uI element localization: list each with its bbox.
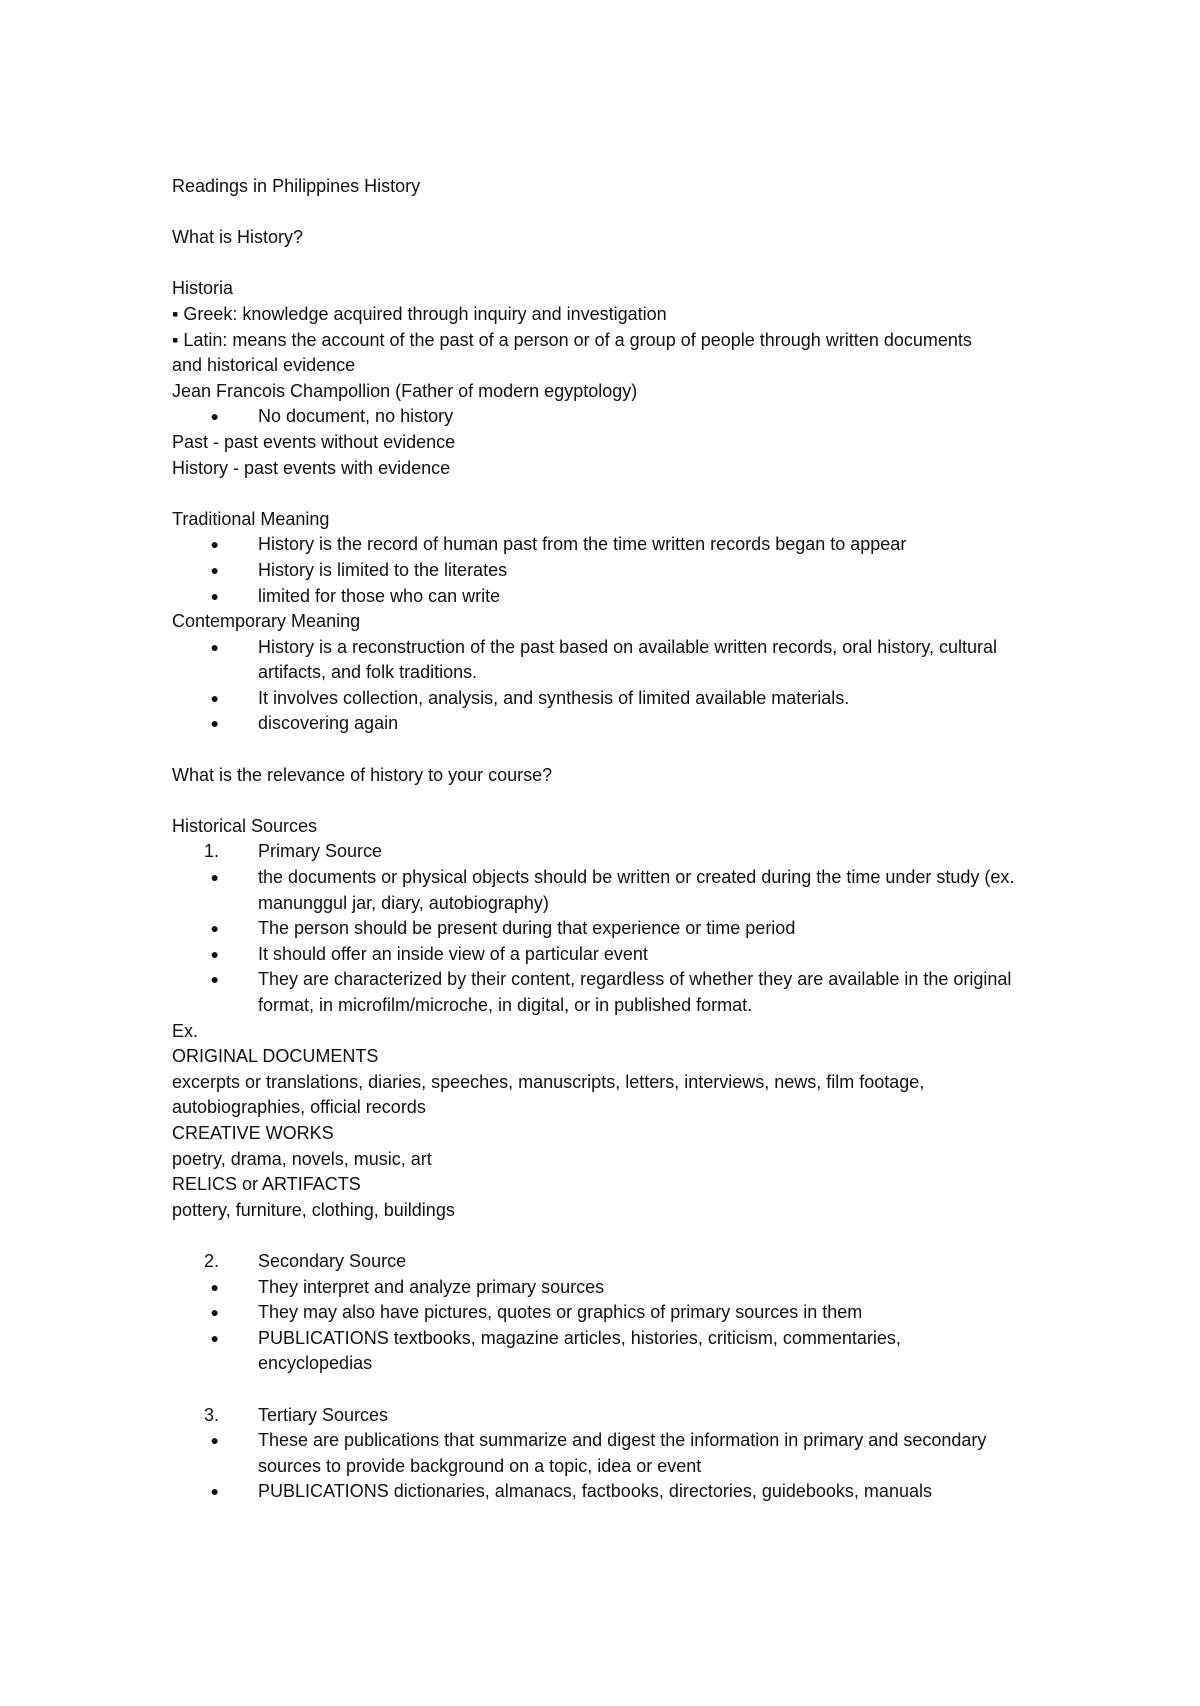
bullet-icon: ● — [210, 945, 219, 962]
bullet-icon: ● — [210, 869, 219, 886]
list-item-text: Secondary Source — [258, 1250, 407, 1271]
list-item-text: Tertiary Sources — [258, 1404, 389, 1425]
bullet-icon: ● — [210, 408, 219, 425]
numbered-item-primary — [172, 839, 1052, 865]
historia-greek: ▪ Greek: knowledge acquired through inquiry and investigation — [172, 303, 667, 324]
numbered-item-tertiary — [172, 1403, 1052, 1429]
bullet-icon: ● — [210, 689, 219, 706]
list-item-text: They may also have pictures, quotes or graphics of primary sources in them — [258, 1302, 863, 1323]
list-item — [172, 942, 1052, 968]
list-item-text: History is a reconstruction of the past based on available written records, oral history, cultural artifacts, and folk traditions. — [258, 636, 998, 683]
historical-sources-heading: Historical Sources — [172, 815, 318, 836]
list-item — [172, 584, 1052, 610]
list-item-text: History is the record of human past from the time written records began to appear — [258, 534, 907, 555]
contemporary-meaning-heading: Contemporary Meaning — [172, 611, 361, 632]
document-page — [172, 174, 1052, 1505]
list-number: 3. — [203, 1404, 219, 1425]
question-what-is-history: What is History? — [172, 227, 304, 248]
list-item — [172, 1275, 1052, 1301]
list-item-text: They are characterized by their content, regardless of whether they are available in the original format, in microfilm/microche, in digital, or in published format. — [258, 969, 1012, 1015]
original-documents-heading: ORIGINAL DOCUMENTS — [172, 1046, 379, 1067]
relics-heading: RELICS or ARTIFACTS — [172, 1174, 361, 1195]
list-item — [172, 558, 1052, 584]
history-definition: History - past events with evidence — [172, 457, 451, 478]
question-relevance: What is the relevance of history to your course? — [172, 764, 553, 785]
creative-works-text: poetry, drama, novels, music, art — [172, 1148, 432, 1169]
champollion-line: Jean Francois Champollion (Father of modern egyptology) — [172, 380, 638, 401]
list-item — [172, 865, 1052, 916]
spacer — [172, 788, 1052, 814]
bullet-icon: ● — [210, 561, 219, 578]
list-item-text: The person should be present during that experience or time period — [258, 918, 796, 939]
list-item — [172, 532, 1052, 558]
list-number: 2. — [203, 1250, 219, 1271]
list-item — [172, 1479, 1052, 1505]
bullet-icon: ● — [210, 638, 219, 655]
list-item-text: It should offer an inside view of a particular event — [258, 943, 648, 964]
spacer — [172, 481, 1052, 507]
bullet-icon: ● — [210, 971, 219, 988]
bullet-icon: ● — [210, 1432, 219, 1449]
spacer — [172, 1377, 1052, 1403]
list-item-text: limited for those who can write — [258, 585, 501, 606]
bullet-icon: ● — [210, 1329, 219, 1346]
list-item-text: Primary Source — [258, 841, 383, 862]
list-item — [172, 1326, 1052, 1377]
past-definition: Past - past events without evidence — [172, 431, 456, 452]
creative-works-heading: CREATIVE WORKS — [172, 1122, 334, 1143]
bullet-icon: ● — [210, 587, 219, 604]
list-item — [172, 1300, 1052, 1326]
list-item-text: PUBLICATIONS textbooks, magazine articles, histories, criticism, commentaries, encyclopedias — [258, 1327, 901, 1374]
list-item-text: No document, no history — [258, 406, 454, 427]
spacer — [172, 1223, 1052, 1249]
document-title: Readings in Philippines History — [172, 176, 421, 196]
numbered-item-secondary — [172, 1249, 1052, 1275]
bullet-icon: ● — [210, 1278, 219, 1295]
bullet-icon: ● — [210, 715, 219, 732]
list-item — [172, 404, 1052, 430]
original-documents-text: excerpts or translations, diaries, speeches, manuscripts, letters, interviews, news, film footage, autobiographies, official records — [172, 1071, 925, 1118]
spacer — [172, 251, 1052, 277]
bullet-icon: ● — [210, 536, 219, 553]
spacer — [172, 200, 1052, 226]
list-item — [172, 967, 1052, 1018]
bullet-icon: ● — [210, 1483, 219, 1500]
historia-latin: ▪ Latin: means the account of the past of a person or of a group of people through written documents and historical evidence — [172, 329, 972, 376]
list-item-text: These are publications that summarize and digest the information in primary and secondary sources to provide background on a topic, idea or event — [258, 1430, 987, 1476]
list-item-text: PUBLICATIONS dictionaries, almanacs, factbooks, directories, guidebooks, manuals — [258, 1481, 932, 1502]
examples-label: Ex. — [172, 1020, 199, 1041]
list-item-text: discovering again — [258, 713, 399, 734]
bullet-icon: ● — [210, 1304, 219, 1321]
list-item — [172, 916, 1052, 942]
list-number: 1. — [203, 841, 219, 862]
traditional-meaning-heading: Traditional Meaning — [172, 508, 330, 529]
list-item — [172, 686, 1052, 712]
historia-heading: Historia — [172, 278, 234, 299]
relics-text: pottery, furniture, clothing, buildings — [172, 1199, 455, 1220]
spacer — [172, 737, 1052, 763]
list-item-text: History is limited to the literates — [258, 559, 508, 580]
bullet-icon: ● — [210, 920, 219, 937]
list-item — [172, 635, 1052, 686]
list-item-text: They interpret and analyze primary sources — [258, 1276, 605, 1297]
list-item — [172, 711, 1052, 737]
list-item-text: It involves collection, analysis, and synthesis of limited available materials. — [258, 687, 850, 708]
list-item-text: the documents or physical objects should be written or created during the time under study (ex. manunggul jar, diary, autobiography) — [258, 867, 1015, 913]
list-item — [172, 1428, 1052, 1479]
